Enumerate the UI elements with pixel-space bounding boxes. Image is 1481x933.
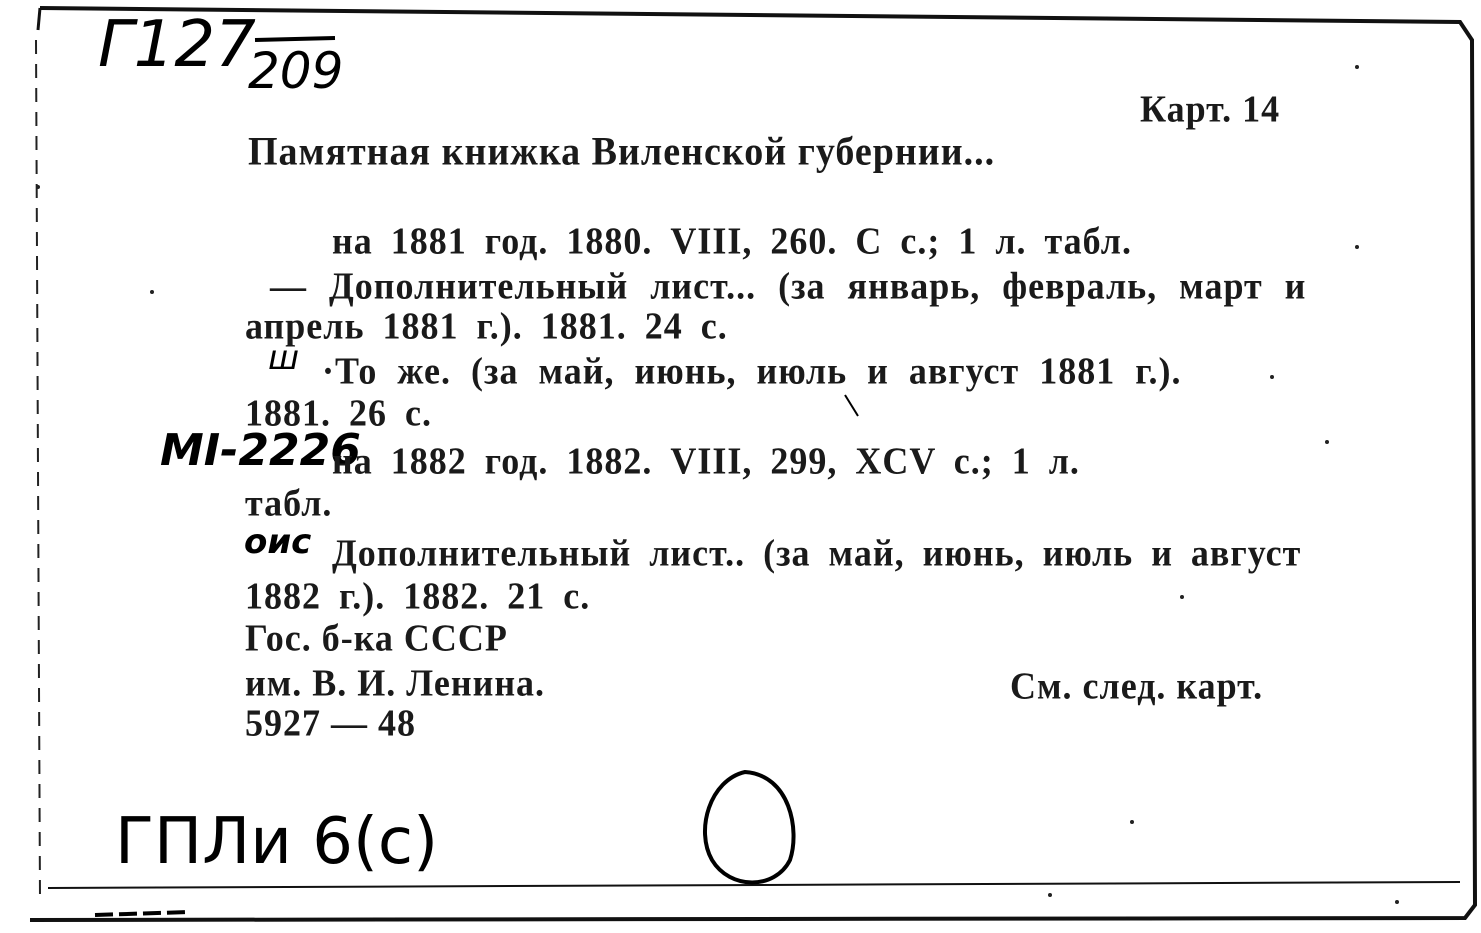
speck [1355, 245, 1359, 249]
library-line-1: Гос. б-ка СССР [245, 617, 508, 659]
call-number-fraction: 209 [248, 42, 344, 100]
card-number: Карт. 14 [1140, 88, 1281, 130]
entry-line-6: на 1882 год. 1882. VIII, 299, XCV с.; 1 л. [332, 440, 1080, 482]
entry-line-4: ·То же. (за май, июнь, июль и август 1881 г.). [322, 350, 1182, 392]
speck [1355, 65, 1359, 69]
call-number-top: Г127 [98, 8, 256, 82]
entry-line-2: — Дополнительный лист... (за январь, февраль, март и [270, 265, 1307, 307]
margin-mark-2: оис [244, 522, 312, 562]
entry-line-5: 1881. 26 с. [245, 392, 432, 434]
entry-line-7: табл. [245, 482, 333, 524]
entry-line-9: 1882 г.). 1882. 21 с. [245, 575, 591, 617]
speck [1048, 893, 1052, 897]
entry-line-8: Дополнительный лист.. (за май, июнь, июль и август [332, 532, 1302, 574]
speck [150, 290, 154, 294]
stamp-loop [705, 772, 794, 883]
margin-mark-1: ш [268, 338, 300, 378]
speck [1130, 820, 1134, 824]
card-title: Памятная книжка Виленской губернии... [248, 129, 996, 175]
library-line-2: им. В. И. Ленина. [245, 662, 546, 704]
bottom-shelf-note: ГПЛи 6(с) [115, 805, 439, 879]
entry-line-1: на 1881 год. 1880. VIII, 260. C с.; 1 л. табл. [332, 220, 1132, 262]
speck [1325, 440, 1329, 444]
speck [1395, 900, 1399, 904]
speck [36, 185, 40, 189]
print-order-number: 5927 — 48 [245, 702, 416, 744]
see-next-card: См. след. карт. [1010, 665, 1264, 707]
speck [1270, 375, 1274, 379]
entry-line-3: апрель 1881 г.). 1881. 24 с. [245, 305, 728, 347]
speck [1180, 595, 1184, 599]
margin-note-mi: МІ-2226 [160, 425, 361, 476]
